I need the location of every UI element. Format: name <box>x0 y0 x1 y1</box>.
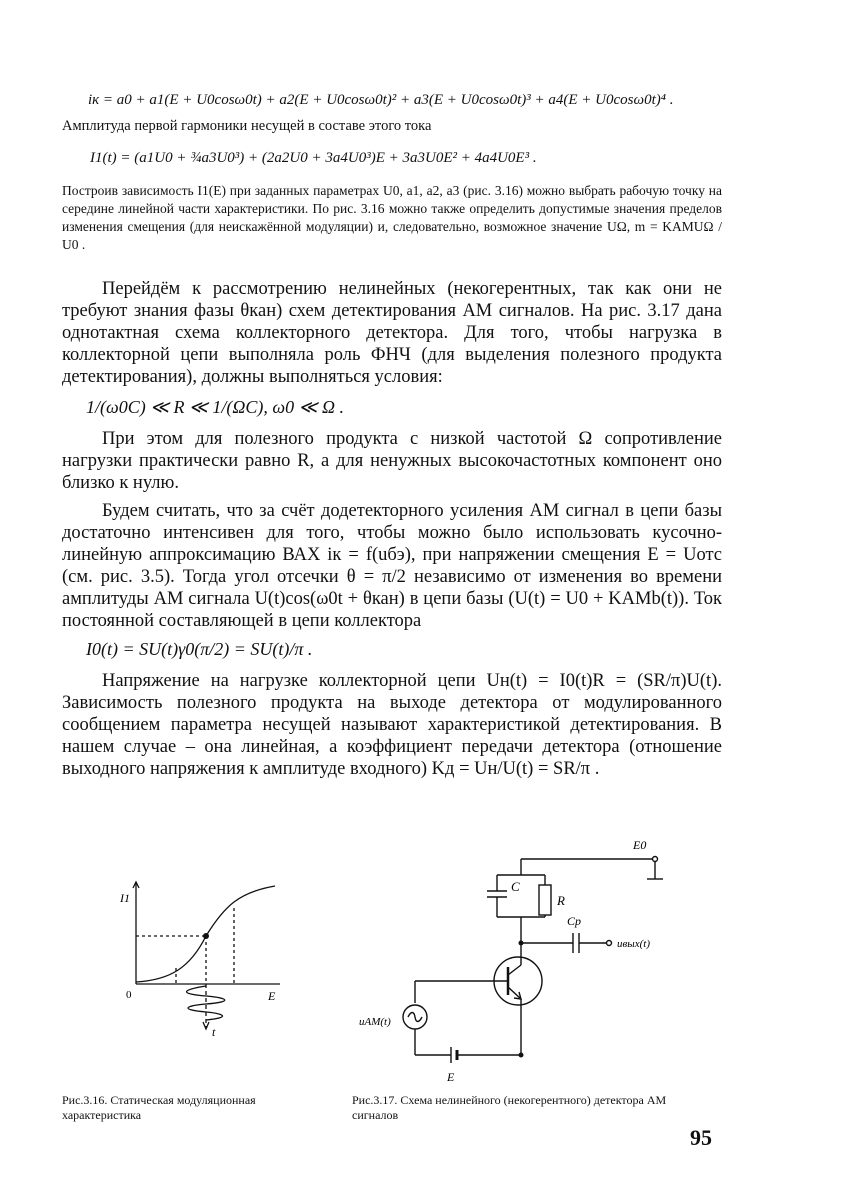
resistor-R <box>539 885 551 915</box>
axis-x-label: E <box>268 989 276 1003</box>
paragraph-1: Перейдём к рассмотрению нелинейных (некогерентных, так как они не требуют знания фазы θкан) схем детектирования АМ сигналов. На рис. 3.17 дана однотактная схема коллекторного детектора. Для того, чтобы нагрузка в коллекторной цепи выполняла роль ФНЧ (для выделения полезного продукта детектирования), должны выполняться условия: <box>62 279 722 387</box>
amplitude-text: Амплитуда первой гармоники несущей в составе этого тока <box>62 118 432 134</box>
origin-label: 0 <box>126 989 132 1001</box>
I0-formula: I0(t) = SU(t)γ0(π/2) = SU(t)/π . <box>86 639 313 659</box>
axis-y-label: I1 <box>120 891 130 905</box>
caption-fig-3-16: Рис.3.16. Статическая модуляционная характеристика <box>62 1093 256 1122</box>
junction-emitter <box>519 1053 524 1058</box>
figure-3-16 <box>100 880 300 1050</box>
paragraph-3: Будем считать, что за счёт додетекторного усиления АМ сигнал в цепи базы достаточно интенсивен для того, чтобы можно было использовать кусочно-линейную аппроксимацию ВАХ iк = f(uбэ), при напряжении смещения E = Uотс (см. рис. 3.5). Тогда угол отсечки θ = π/2 независимо от изменения во времени амплитуды АМ сигнала U(t)cos(ω0t + θкан) в цепи базы (U(t) = U0 + KAMb(t)). Ток постоянной составляющей в цепи коллектора <box>62 501 722 631</box>
formula-I1: I1(t) = (a1U0 + ¾a3U0³) + (2a2U0 + 3a4U0³)E + 3a3U0E² + 4a4U0E³ . <box>90 150 537 166</box>
label-R: R <box>557 893 565 908</box>
transistor-collector <box>508 965 521 975</box>
axis-t-label: t <box>212 1025 216 1039</box>
t-axis-arrow <box>203 1022 209 1029</box>
label-C: C <box>511 879 520 894</box>
formula-ik: iк = a0 + a1(E + U0cosω0t) + a2(E + U0cosω0t)² + a3(E + U0cosω0t)³ + a4(E + U0cosω0t)⁴ . <box>88 92 674 108</box>
label-uam: uАМ(t) <box>359 1016 391 1028</box>
terminal-output <box>607 941 612 946</box>
label-uout: uвых(t) <box>617 938 650 950</box>
terminal-E0 <box>653 857 658 862</box>
main-text <box>62 278 722 780</box>
page-number: 95 <box>690 1125 712 1150</box>
paragraph-2: При этом для полезного продукта с низкой частотой Ω сопротивление нагрузки практически равно R, а для ненужных высокочастотных компонент оно близко к нулю. <box>62 429 722 493</box>
junction-output <box>519 941 524 946</box>
figure-3-17 <box>355 835 695 1090</box>
label-Cp: Cр <box>567 914 582 928</box>
small-paragraph: Построив зависимость I1(E) при заданных параметрах U0, a1, a2, a3 (рис. 3.16) можно выбрать рабочую точку на середине линейной части характеристики. По рис. 3.16 можно также определить допустимые значения пределов изменения смещения (для неискажённой модуляции) и, следовательно, возможное значение UΩ, m = KAMUΩ / U0 . <box>62 183 722 252</box>
ac-source-sine <box>408 1013 422 1022</box>
label-E: E <box>447 1070 455 1084</box>
caption-fig-3-17: Рис.3.17. Схема нелинейного (некогерентного) детектора АМ сигналов <box>352 1093 667 1122</box>
paragraph-4: Напряжение на нагрузке коллекторной цепи Uн(t) = I0(t)R = (SR/π)U(t). Зависимость полезного продукта на выходе детектора от модулированного сообщением параметра несущей называют характеристикой детектирования. В нашем случае – она линейная, а коэффициент передачи детектора (отношение выходного напряжения к амплитуде входного) Kд = Uн/U(t) = SR/π . <box>62 671 722 779</box>
condition-formula: 1/(ω0C) ≪ R ≪ 1/(ΩC), ω0 ≪ Ω . <box>86 397 344 417</box>
operating-point <box>203 933 209 939</box>
label-E0: E0 <box>633 838 647 852</box>
